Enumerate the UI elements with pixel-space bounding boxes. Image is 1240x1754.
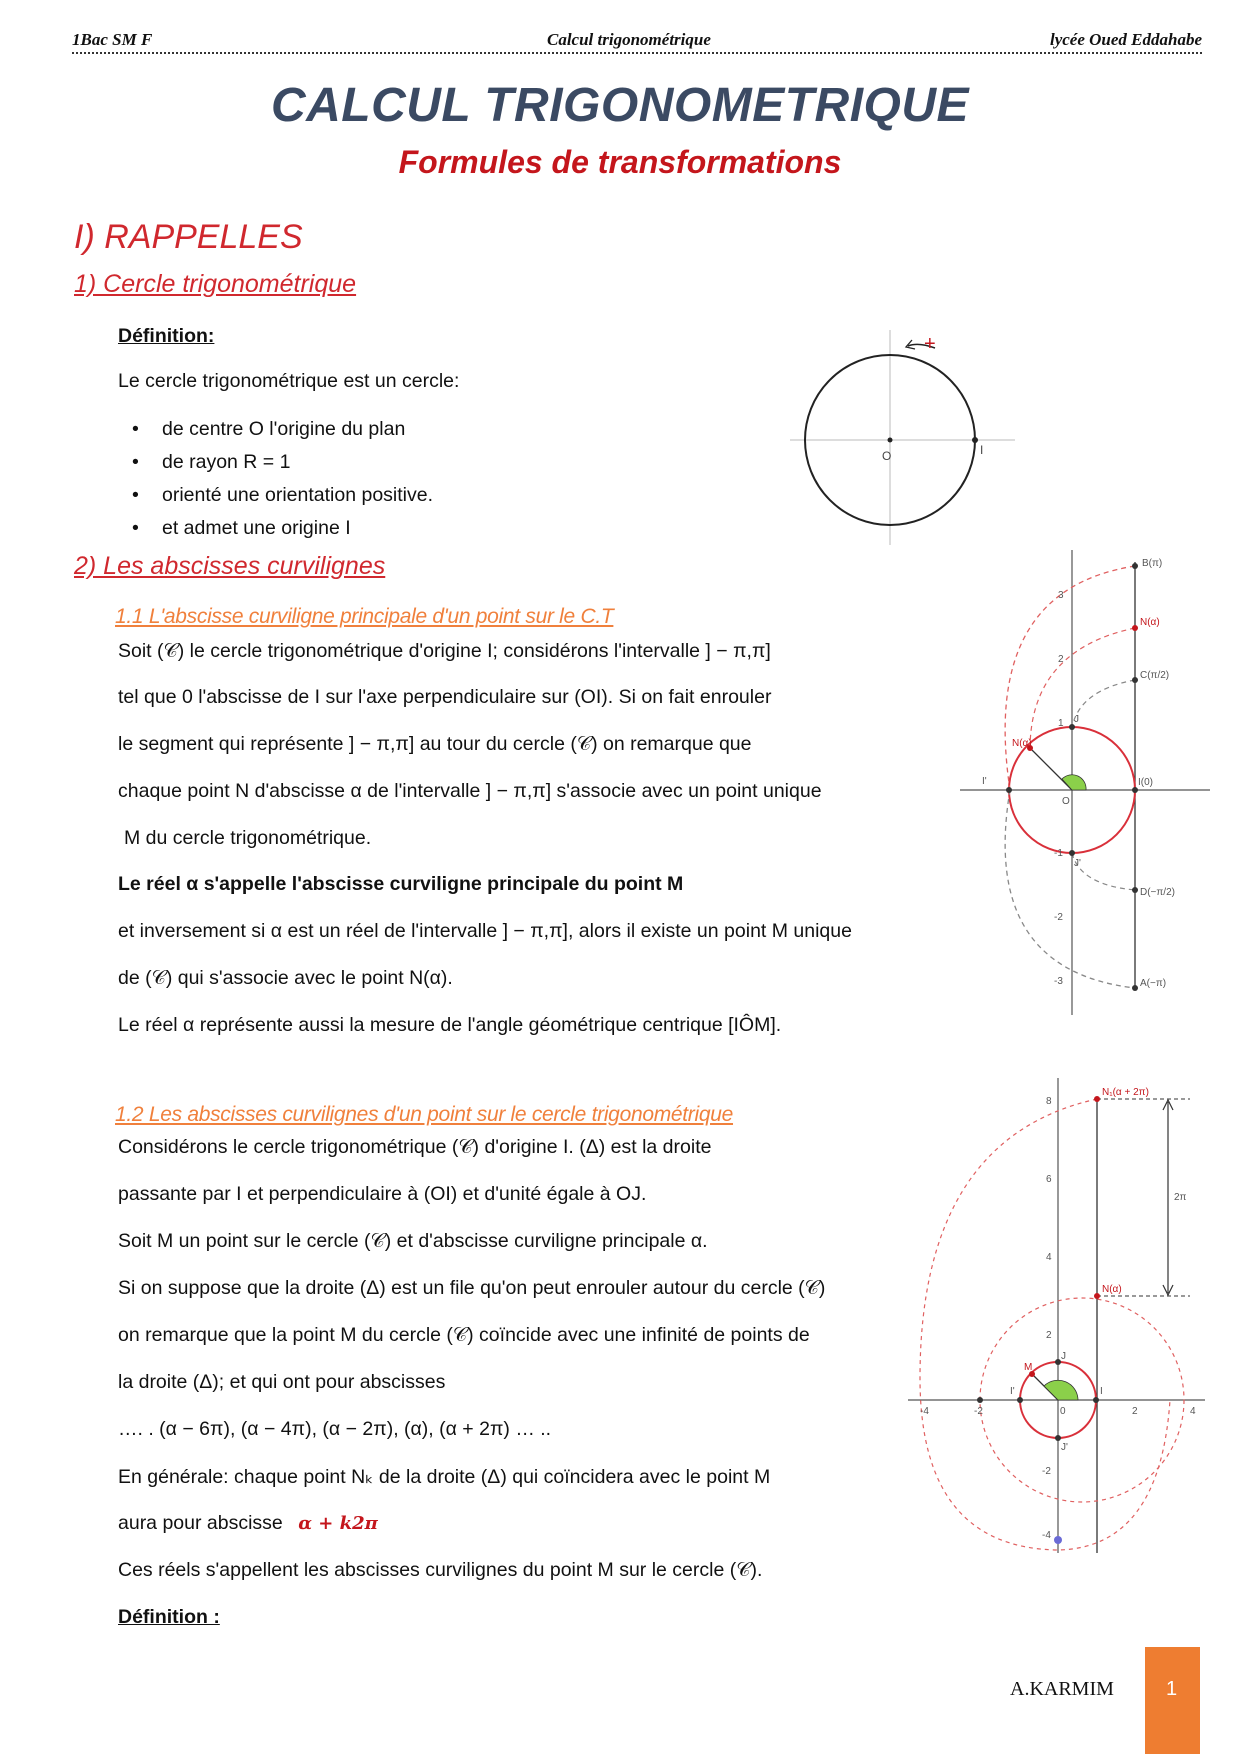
multi-abscissa-figure	[900, 1078, 1205, 1553]
tick-1: 1	[1058, 718, 1064, 729]
principal-abscissa-statement: Le réel α s'appelle l'abscisse curviligne principale du point M	[118, 873, 684, 895]
label-J: J	[1074, 714, 1079, 725]
header-school: lycée Oued Eddahabe	[1049, 30, 1202, 49]
tick-m3: -3	[1054, 976, 1063, 987]
text-line: Si on suppose que la droite (Δ) est un file qu'on peut enrouler autour du cercle (𝒞)	[118, 1277, 826, 1299]
angle-sector	[1044, 1380, 1078, 1400]
bullet-item: • et admet une origine I	[162, 517, 351, 540]
subsection-heading-cercle: 1) Cercle trigonométrique	[74, 270, 357, 298]
section-heading-rappelles: I) RAPPELLES	[74, 218, 303, 256]
text-line: tel que 0 l'abscisse de I sur l'axe perpendiculaire sur (OI). Si on fait enrouler	[118, 686, 772, 708]
point-Jprime	[1069, 850, 1075, 856]
tick-x4: 4	[1190, 1406, 1196, 1417]
point-I	[1093, 1397, 1099, 1403]
bullet-item: • de rayon R = 1	[162, 451, 290, 474]
tick-y6: 6	[1046, 1174, 1052, 1185]
point-D	[1132, 887, 1138, 893]
label-N: N(α)	[1140, 617, 1160, 628]
label-two-pi: 2π	[1174, 1192, 1187, 1203]
tick-y2: 2	[1046, 1330, 1052, 1341]
tick-x2: 2	[1132, 1406, 1138, 1417]
text-line: Soit M un point sur le cercle (𝒞) et d'abscisse curviligne principale α.	[118, 1230, 708, 1252]
winding-arc-top	[1005, 566, 1135, 790]
label-N: N(α)	[1102, 1284, 1122, 1295]
label-N1: N₁(α + 2π)	[1102, 1087, 1149, 1098]
text-line: on remarque que la point M du cercle (𝒞) coïncide avec une infinité de points de	[118, 1324, 810, 1346]
text-line: la droite (Δ); et qui ont pour abscisses	[118, 1371, 446, 1393]
page-number: 1	[1165, 1678, 1178, 1700]
label-Jprime: J'	[1074, 858, 1081, 869]
bullet-item: • orienté une orientation positive.	[162, 484, 433, 507]
winding-arc-c	[1072, 680, 1135, 727]
center-point	[888, 438, 893, 443]
header-class: 1Bac SM F	[72, 30, 153, 49]
point-C	[1132, 677, 1138, 683]
radius-segment	[1030, 748, 1072, 790]
point-N1	[1094, 1096, 1100, 1102]
label-Iprime: I'	[1010, 1386, 1015, 1397]
origin-point	[972, 437, 978, 443]
tick-y4: 4	[1046, 1252, 1052, 1263]
winding-arc-d	[1072, 853, 1135, 890]
label-origin: 0	[1060, 1406, 1066, 1417]
label-O: O	[1062, 796, 1070, 807]
label-I: I(0)	[1138, 777, 1153, 788]
label-I: I	[1100, 1386, 1103, 1397]
definition-label: Définition:	[118, 325, 215, 347]
bullet-item: • de centre O l'origine du plan	[162, 418, 405, 441]
label-O: O	[882, 449, 892, 463]
point-xm2	[977, 1397, 983, 1403]
tick-m2: -2	[1054, 912, 1063, 923]
label-D: D(−π/2)	[1140, 887, 1175, 898]
part-heading-1-1: 1.1 L'abscisse curviligne principale d'un point sur le C.T	[115, 605, 614, 628]
point-Q	[1054, 1536, 1062, 1544]
point-Iprime	[1006, 787, 1012, 793]
label-C: C(π/2)	[1140, 670, 1170, 681]
tick-xm4: -4	[920, 1406, 929, 1417]
point-A	[1132, 985, 1138, 991]
point-N	[1132, 625, 1138, 631]
text-line: chaque point N d'abscisse α de l'intervalle ] − π,π] s'associe avec un point unique	[118, 780, 822, 802]
tick-y8: 8	[1046, 1096, 1052, 1107]
label-Jprime: J'	[1061, 1442, 1068, 1453]
tick-3: 3	[1058, 590, 1064, 601]
document-subtitle: Formules de transformations	[398, 144, 842, 180]
text-line: de (𝒞) qui s'associe avec le point N(α).	[118, 967, 453, 989]
point-N	[1094, 1293, 1100, 1299]
text-line: et inversement si α est un réel de l'intervalle ] − π,π], alors il existe un point M unique	[118, 920, 852, 942]
label-A: A(−π)	[1140, 978, 1167, 989]
subsection-heading-abscisses: 2) Les abscisses curvilignes	[74, 552, 386, 580]
trig-circle-figure	[790, 330, 1020, 545]
tick-ym2: -2	[1042, 1466, 1051, 1477]
winding-figure	[960, 550, 1210, 1015]
header-subject: Calcul trigonométrique	[547, 30, 711, 49]
text-line: passante par I et perpendiculaire à (OI) et d'unité égale à OJ.	[118, 1183, 647, 1205]
label-B: B(π)	[1142, 558, 1163, 569]
tick-m1: -1	[1054, 848, 1063, 859]
point-Iprime	[1017, 1397, 1023, 1403]
label-M: M	[1024, 1362, 1033, 1373]
winding-arc-bottom	[1005, 790, 1135, 988]
tick-xm2: -2	[974, 1406, 983, 1417]
label-Nc: N(α)	[1012, 738, 1032, 749]
tick-ym4: -4	[1042, 1530, 1051, 1541]
label-I: I	[980, 443, 984, 457]
angle-sector	[1062, 775, 1086, 790]
abscissa-line	[118, 1512, 378, 1535]
abscissa-formula: α + k2π	[298, 1513, 378, 1534]
closing-line: Ces réels s'appellent les abscisses curvilignes du point M sur le cercle (𝒞).	[118, 1559, 763, 1581]
document-title: CALCUL TRIGONOMETRIQUE	[270, 79, 970, 132]
author-name: A.KARMIM	[1010, 1678, 1114, 1700]
label-J: J	[1061, 1351, 1066, 1362]
point-Jprime	[1055, 1435, 1061, 1441]
abscissa-sequence: …. . (α − 6π), (α − 4π), (α − 2π), (α), (α + 2π) … ..	[118, 1418, 552, 1440]
tick-2: 2	[1058, 654, 1064, 665]
abscissa-prefix: aura pour abscisse	[118, 1512, 283, 1534]
definition-intro: Le cercle trigonométrique est un cercle:	[118, 370, 460, 392]
text-line: Considérons le cercle trigonométrique (𝒞) d'origine I. (Δ) est la droite	[118, 1136, 712, 1158]
plus-label: +	[924, 333, 936, 355]
text-line: le segment qui représente ] − π,π] au tour du cercle (𝒞) on remarque que	[118, 733, 752, 755]
text-line: Le réel α représente aussi la mesure de l'angle géométrique centrique [IÔM].	[118, 1014, 782, 1036]
point-B	[1132, 563, 1138, 569]
text-line: Soit (𝒞) le cercle trigonométrique d'origine I; considérons l'intervalle ] − π,π]	[118, 640, 771, 662]
text-line: En générale: chaque point Nₖ de la droite (Δ) qui coïncidera avec le point M	[118, 1466, 771, 1488]
page-header	[72, 30, 1202, 54]
part-heading-1-2: 1.2 Les abscisses curvilignes d'un point sur le cercle trigonométrique	[115, 1103, 734, 1126]
spiral-outer	[920, 1099, 1170, 1550]
text-line: M du cercle trigonométrique.	[124, 827, 372, 849]
definition-label-2: Définition :	[118, 1606, 220, 1628]
label-Iprime: I'	[982, 776, 987, 787]
